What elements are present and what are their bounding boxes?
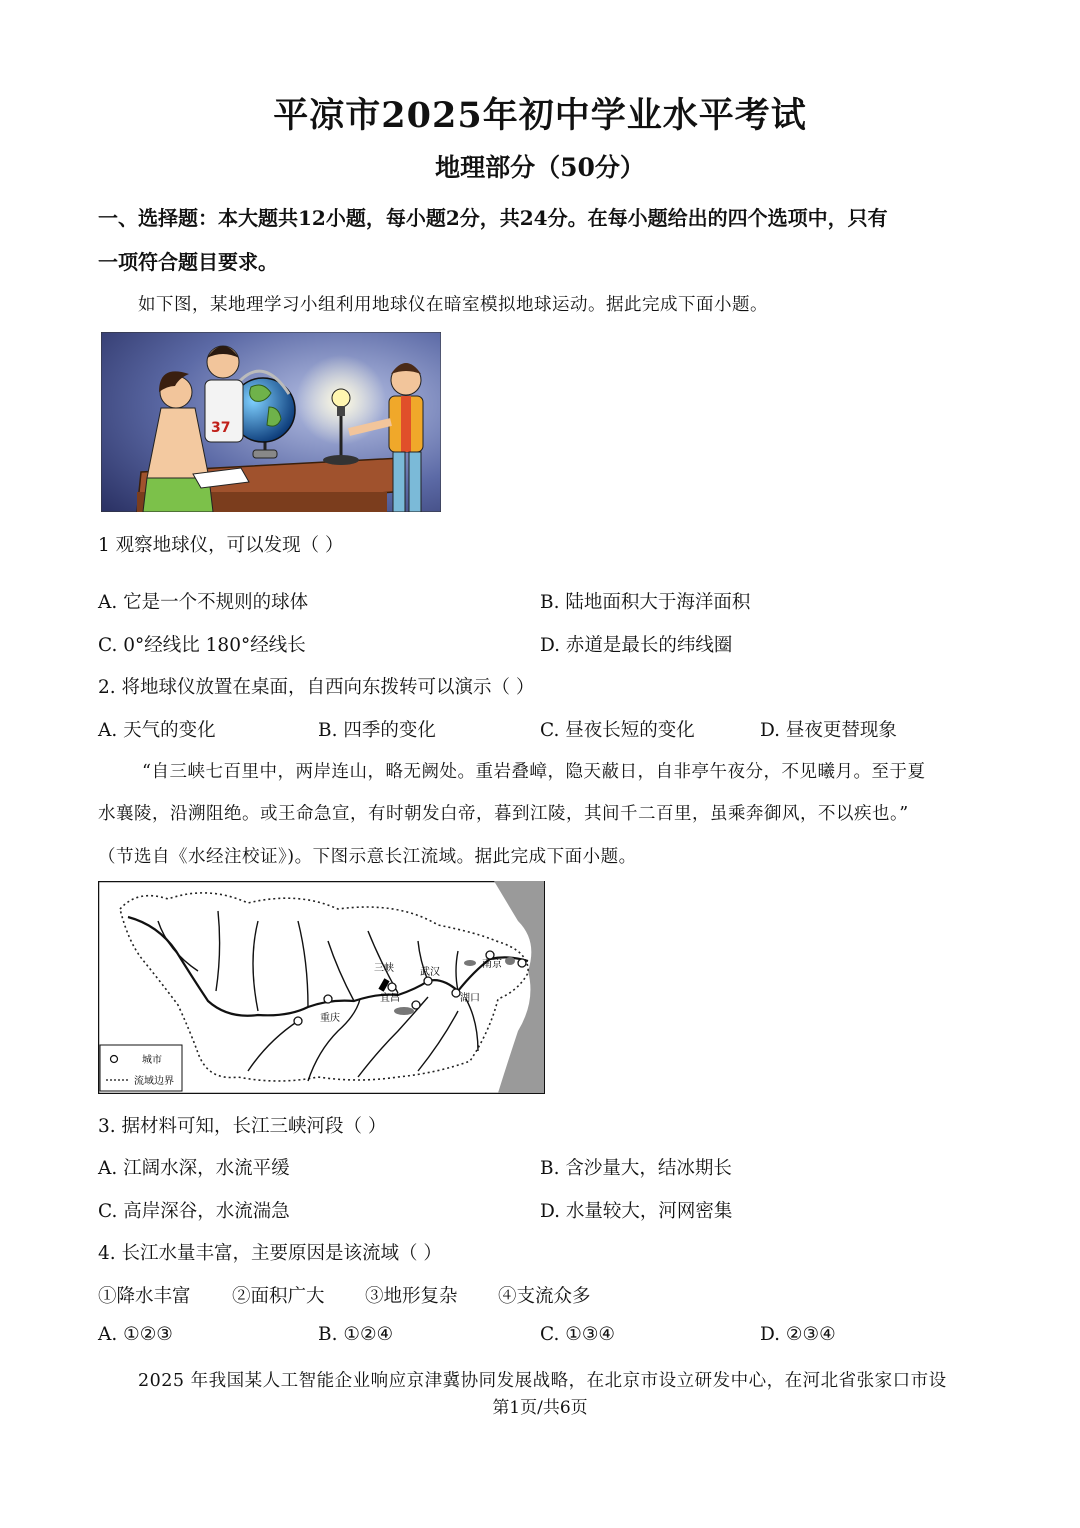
- q4-option-b: B. ①②④: [318, 1324, 394, 1345]
- q4-option-a: A. ①②③: [98, 1324, 173, 1345]
- q4-stem: 4. 长江水量丰富，主要原因是该流域（ ）: [98, 1243, 442, 1264]
- legend-city-label: 城市: [142, 1055, 162, 1066]
- q2-option-d: D. 昼夜更替现象: [760, 720, 897, 741]
- page-number: 第1页/共6页: [492, 1398, 588, 1418]
- q2-option-b: B. 四季的变化: [318, 720, 436, 741]
- q1-stem: 1 观察地球仪，可以发现（ ）: [98, 535, 344, 556]
- intro-text-1: 如下图，某地理学习小组利用地球仪在暗室模拟地球运动。据此完成下面小题。: [138, 295, 768, 315]
- q4-item-1: ①降水丰富: [98, 1286, 191, 1307]
- passage-line-2: 水襄陵，沿溯阻绝。或王命急宣，有时朝发白帝，暮到江陵，其间千二百里，虽乘奔御风，不以疾也。”: [98, 804, 909, 824]
- city-label-nanjing: 南京: [482, 959, 502, 970]
- q4-item-3: ③地形复杂: [365, 1286, 458, 1307]
- city-label-hukou: 湖口: [460, 993, 480, 1004]
- q2-option-a: A. 天气的变化: [98, 720, 216, 741]
- q1-option-a: A. 它是一个不规则的球体: [98, 592, 309, 613]
- passage-line-1: “自三峡七百里中，两岸连山，略无阙处。重岩叠嶂，隐天蔽日，自非亭午夜分，不见曦月。至于夏: [142, 762, 926, 782]
- q3-option-b: B. 含沙量大，结冰期长: [540, 1158, 732, 1179]
- q3-stem: 3. 据材料可知，长江三峡河段（ ）: [98, 1116, 387, 1137]
- q1-option-c: C. 0°经线比 180°经线长: [98, 635, 306, 656]
- q1-option-d: D. 赤道是最长的纬线圈: [540, 635, 733, 656]
- q4-option-c: C. ①③④: [540, 1324, 616, 1345]
- q2-stem: 2. 将地球仪放置在桌面，自西向东拨转可以演示（ ）: [98, 677, 535, 698]
- exam-title: 平凉市2025年初中学业水平考试: [273, 95, 807, 136]
- section-heading-line1: 一、选择题：本大题共12小题，每小题2分，共24分。在每小题给出的四个选项中，只有: [98, 206, 888, 230]
- q4-item-2: ②面积广大: [232, 1286, 325, 1307]
- q4-item-4: ④支流众多: [498, 1286, 591, 1307]
- q3-option-a: A. 江阔水深，水流平缓: [98, 1158, 290, 1179]
- legend-boundary-label: 流域边界: [134, 1076, 174, 1087]
- next-passage-text: 2025 年我国某人工智能企业响应京津冀协同发展战略，在北京市设立研发中心，在河北省张家口市设: [138, 1371, 947, 1391]
- q2-option-c: C. 昼夜长短的变化: [540, 720, 695, 741]
- q4-option-d: D. ②③④: [760, 1324, 836, 1345]
- section-heading-line2: 一项符合题目要求。: [98, 250, 278, 274]
- q3-option-d: D. 水量较大，河网密集: [540, 1201, 733, 1222]
- yangtze-basin-map: [98, 881, 545, 1094]
- passage-line-3: （节选自《水经注校证》)。下图示意长江流域。据此完成下面小题。: [98, 847, 637, 867]
- city-label-wuhan: 武汉: [420, 967, 440, 978]
- city-label-sanxia: 三峡: [374, 963, 394, 974]
- section-heading: [98, 196, 988, 284]
- globe-classroom-illustration: [101, 332, 441, 512]
- q1-option-b: B. 陆地面积大于海洋面积: [540, 592, 751, 613]
- jersey-number: 37: [211, 420, 231, 436]
- exam-subtitle: 地理部分（50分）: [435, 153, 645, 182]
- city-label-yichang: 宜昌: [380, 993, 400, 1004]
- q3-option-c: C. 高岸深谷，水流湍急: [98, 1201, 290, 1222]
- city-label-chongqing: 重庆: [320, 1013, 340, 1024]
